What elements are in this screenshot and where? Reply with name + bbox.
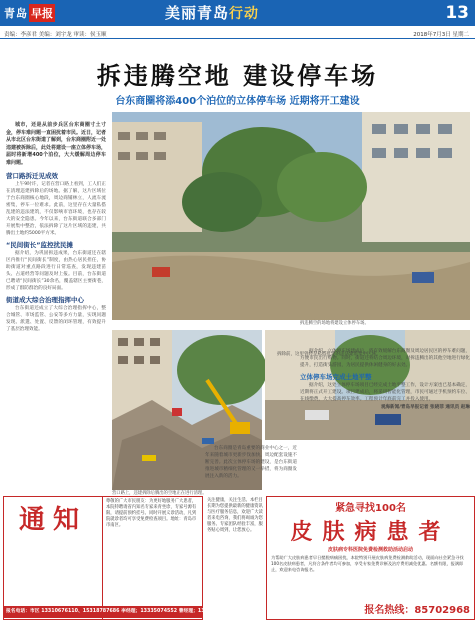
logo-part2: 早报 [29,4,55,22]
section-title: “民间街长”监控扰民摊 [6,240,74,249]
middle-ad: 关注健康，关注生活。本栏目长期为您提供最新的健康资讯与医疗服务信息，欢迎广大读者来电咨询，我们将竭诚为您服务。专家团队经验丰富，服务贴心周到，让您放心。 [207,498,263,533]
patient-ad-title: 皮肤病患者 [290,519,451,545]
bottom-text-column [205,445,297,493]
editor-line [0,27,475,39]
issue-date: 2018年7月3日 星期二 [413,32,469,38]
demolition-photo-caption: 营口路上，违建拆除后腾出的空地正在进行清理。 [112,491,207,496]
column-title [165,2,259,23]
skin-patient-ad [266,496,475,620]
section-text: 据介绍，为巩固拆违成果，台东街道还在辖区内推行“民间街长”制度，由热心居民担任，协助街道对重点路段进行日常巡查，发现违建苗头、占道经营等问题及时上报。目前，台东街道已聘请“民间街长”30余名，覆盖辖区主要街巷，形成了群防群治的良好局面。 [6,250,106,291]
top-photo [112,112,470,320]
notice-ad [3,496,103,620]
right-section-text: 据介绍，这处立体停车场项目已经完成土地平整工作，设计方案也已基本确定，近期将正式开工建设。项目建成后，将采用智能化管理，市民可通过手机预约车位、在线缴费，大大提高停车效率。工程预计年底前完工并投入使用。 [300,383,470,402]
patient-ad-body: 为帮助广大皮肤病患者早日摆脱病痛困扰，本院特别开展皮肤病免费检测救助活动，现面向社会紧急寻找100名皮肤病患者，凡符合条件者均可参加，享受专家免费诊断及治疗费用减免优惠。名额有限，报满即止，欢迎来电咨询报名。 [271,555,464,572]
right-article-column [300,348,470,490]
notice-ad-title: 通知 [18,505,87,535]
mid-photo-caption: 拆除前，这里曾经是私搭乱建的违法建筑集中区域。 [277,352,381,357]
patient-ad-hotline: 报名热线：85702968 [364,605,470,616]
column-title-main: 美丽青岛 [165,4,230,22]
newspaper-logo [4,3,55,23]
patient-ad-top: 紧急寻找100名 [335,503,406,514]
left-text-column [6,122,106,487]
page-masthead [0,0,475,26]
section-title: 营口路拆迁见成效 [6,171,58,180]
right-col-text: 据介绍，立体停车场建成后，将有效缓解台东商圈及周边居民区的停车难问题，方便市民出行购物。同时，街道还将结合周边环境，对拆违腾出的其他空地进行绿化提升，打造街头游园，为居民提供休闲健身的好去处。 [300,349,470,368]
byline: 观海新闻/青岛早报记者 张晓菲 通讯员 赵琳 [380,405,470,410]
section-title: 街道成大综合治理指挥中心 [6,295,84,304]
article-lead: 城市，还是从前步兵区台东商圈寸土寸金，停车难问题一直困扰着市民。近日，记者从市北区台东街道了解到，台东商圈附近一处违建被拆除后，此处将建设一座立体停车场，届时将新增400个泊位，大大缓解周边停车难问题。 [6,122,107,166]
page-number: 13 [445,3,469,23]
bottom-text: 台东商圈是青岛重要的商业中心之一，近年来随着城市更新步伐加快，周边配套设施不断完善。此次立体停车场的建设，是台东街道推进城市精细化管理的又一举措，将为商圈发展注入新的活力。 [205,446,297,479]
notice-ad-phones: 报名电话：市区 13310676110、15318787686 李经理；13335074552 曹经理；13867865565 [3,606,203,618]
logo-part1: 青岛 [4,7,28,20]
notice-ad-body: 尊敬的广大市民朋友：为更好地服务广大患者，本院特聘请省内知名专家来青坐诊，专家号源有限，请提前预约挂号。同时开展义诊活动，凡到院就诊者均可享受免费检查项目。地址：青岛市市南区。 [103,496,203,620]
top-photo-caption: 拆违腾空的场地将建设立体停车场。 [300,321,369,326]
section-text: 上午9时许，记者在营口路上看到，工人们正在清理违建拆除后的场地。据了解，这片区域位于台东商圈核心地段，周边商铺林立，人流车流密集，停车一位难求。此前，这里存在大量私搭乱建的违法建筑，不仅影响市容环境，也存在较大的安全隐患。今年以来，台东街道联合多部门开展集中整治，依法拆除了这片区域的违建，共腾出土地约5000平方米。 [6,181,106,236]
article-subhead: 台东商圈将添400个泊位的立体停车场 近期将开工建设 [115,96,360,107]
column-title-accent: 行动 [229,6,260,22]
editors: 责编：李彦君 美编：刘宇龙 审读：侯玉顺 [4,32,107,38]
right-section-title: 立体停车场完成土地平整 [300,373,372,381]
article-headline: 拆违腾空地 建设停车场 [96,61,379,90]
patient-ad-subtitle: 皮肤病专科医院免费检测救助活动启动 [327,547,413,553]
section-text: 台东街道还成立了大综合治理指挥中心，整合城管、市场监管、公安等多方力量，实现问题发现、派遣、处置、反馈的闭环管理，有效提升了基层治理效能。 [6,305,106,332]
